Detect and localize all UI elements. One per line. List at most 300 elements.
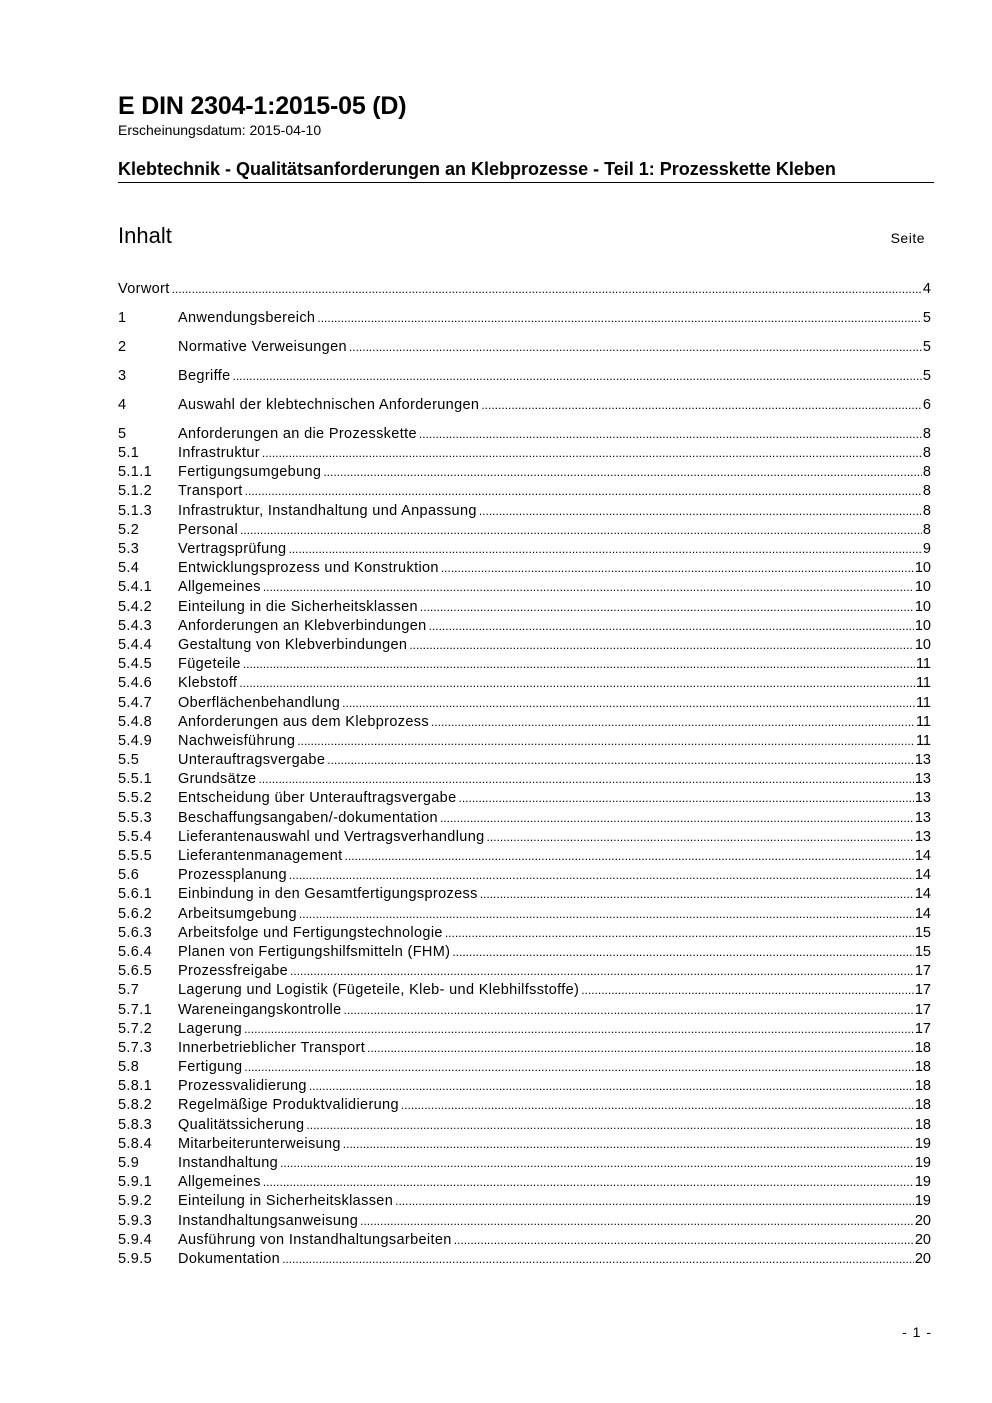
toc-entry-page: 13 xyxy=(914,809,931,826)
toc-entry[interactable] xyxy=(118,636,931,655)
toc-dot-leader xyxy=(342,694,915,713)
toc-entry-line xyxy=(178,463,931,482)
toc-entry-page: 18 xyxy=(914,1039,931,1056)
toc-entry-title: Klebstoff xyxy=(178,675,238,692)
toc-entry[interactable] xyxy=(118,617,931,636)
toc-entry-line xyxy=(178,482,931,501)
toc-entry-title: Planen von Fertigungshilfsmitteln (FHM) xyxy=(178,943,451,960)
toc-dot-leader xyxy=(480,885,914,904)
toc-entry[interactable] xyxy=(118,1212,931,1231)
toc-entry-number: 5.8.1 xyxy=(118,1078,152,1095)
toc-entry-line xyxy=(178,905,931,924)
toc-entry-line xyxy=(178,655,931,674)
toc-entry-line xyxy=(178,1020,931,1039)
toc-entry-line xyxy=(178,674,931,693)
toc-entry-line xyxy=(178,338,931,357)
toc-entry-title: Arbeitsumgebung xyxy=(178,905,297,922)
toc-dot-leader xyxy=(306,1116,913,1135)
toc-entry-title: Lagerung und Logistik (Fügeteile, Kleb- und Klebhilfsstoffe) xyxy=(178,982,580,999)
toc-entry-line xyxy=(178,1039,931,1058)
toc-entry-line xyxy=(178,1154,931,1173)
toc-entry-title: Lieferantenauswahl und Vertragsverhandlung xyxy=(178,828,485,845)
toc-entry-number: 5.6.1 xyxy=(118,886,152,903)
toc-entry-number: 5.8.2 xyxy=(118,1097,152,1114)
toc-entry-page: 17 xyxy=(914,963,931,980)
toc-entry[interactable] xyxy=(118,1116,931,1135)
toc-entry-number: 5.8.4 xyxy=(118,1135,152,1152)
toc-entry-number: 5.9.2 xyxy=(118,1193,152,1210)
toc-entry-number: 5.4 xyxy=(118,560,140,577)
toc-entry-page: 20 xyxy=(914,1212,931,1229)
toc-entry-page: 14 xyxy=(914,848,931,865)
toc-entry-title: Einbindung in den Gesamtfertigungsprozess xyxy=(178,886,478,903)
toc-entry[interactable] xyxy=(118,655,931,674)
toc-entry[interactable] xyxy=(118,540,931,559)
toc-entry-number: 5.7 xyxy=(118,982,140,999)
toc-entry-line xyxy=(178,943,931,962)
toc-entry-title: Anforderungen an Klebverbindungen xyxy=(178,617,427,634)
publication-date: Erscheinungsdatum: 2015-04-10 xyxy=(118,122,322,138)
document-id: E DIN 2304-1:2015-05 (D) xyxy=(118,92,407,120)
toc-entry-line xyxy=(178,847,931,866)
toc-entry-line xyxy=(178,540,931,559)
toc-entry-page: 10 xyxy=(914,598,931,615)
toc-entry-title: Anforderungen aus dem Klebprozess xyxy=(178,713,429,730)
toc-entry-title: Prozessfreigabe xyxy=(178,963,289,980)
toc-entry-title: Gestaltung von Klebverbindungen xyxy=(178,636,408,653)
toc-entry-title: Unterauftragsvergabe xyxy=(178,752,326,769)
toc-dot-leader xyxy=(360,1212,914,1231)
toc-dot-leader xyxy=(343,1135,914,1154)
toc-dot-leader xyxy=(409,636,914,655)
toc-entry-title: Fertigungsumgebung xyxy=(178,464,322,481)
toc-entry[interactable] xyxy=(118,280,931,299)
toc-entry-number: 5.1.3 xyxy=(118,502,152,519)
toc-entry-page: 18 xyxy=(914,1097,931,1114)
toc-entry-number: 5.8 xyxy=(118,1059,140,1076)
toc-entry[interactable] xyxy=(118,1250,931,1269)
toc-dot-leader xyxy=(288,540,921,559)
toc-entry[interactable] xyxy=(118,732,931,751)
toc-entry[interactable] xyxy=(118,713,931,732)
toc-entry-number: 2 xyxy=(118,338,127,355)
toc-entry[interactable] xyxy=(118,1173,931,1192)
toc-entry-page: 6 xyxy=(922,396,931,413)
toc-entry-title: Mitarbeiterunterweisung xyxy=(178,1135,341,1152)
toc-entry-number: 5.9.3 xyxy=(118,1212,152,1229)
toc-entry-line xyxy=(178,367,931,386)
toc-entry-number: 5.6.4 xyxy=(118,943,152,960)
toc-entry-page: 14 xyxy=(914,867,931,884)
toc-entry-number: 5.4.8 xyxy=(118,713,152,730)
toc-entry-page: 5 xyxy=(922,309,931,326)
toc-entry[interactable] xyxy=(118,866,931,885)
toc-entry[interactable] xyxy=(118,482,931,501)
toc-dot-leader xyxy=(323,463,922,482)
toc-entry-page: 19 xyxy=(914,1155,931,1172)
toc-dot-leader xyxy=(290,962,914,981)
toc-dot-leader xyxy=(367,1039,914,1058)
toc-entry[interactable] xyxy=(118,694,931,713)
toc-dot-leader xyxy=(317,309,922,328)
toc-entry-page: 10 xyxy=(914,617,931,634)
toc-entry-title: Transport xyxy=(178,483,243,500)
toc-entry-page: 13 xyxy=(914,790,931,807)
toc-entry-line xyxy=(178,1058,931,1077)
toc-entry-title: Qualitätssicherung xyxy=(178,1116,305,1133)
toc-entry-page: 14 xyxy=(914,905,931,922)
toc-entry-title: Normative Verweisungen xyxy=(178,338,347,355)
toc-entry[interactable] xyxy=(118,559,931,578)
toc-entry[interactable] xyxy=(118,1096,931,1115)
toc-entry[interactable] xyxy=(118,338,931,357)
toc-entry-title: Fertigung xyxy=(178,1059,243,1076)
toc-entry-page: 11 xyxy=(915,656,931,673)
toc-entry[interactable] xyxy=(118,425,931,444)
toc-entry[interactable] xyxy=(118,1135,931,1154)
toc-dot-leader xyxy=(429,617,914,636)
toc-entry[interactable] xyxy=(118,367,931,386)
toc-entry-page: 13 xyxy=(914,828,931,845)
toc-entry[interactable] xyxy=(118,1192,931,1211)
toc-entry-title: Lieferantenmanagement xyxy=(178,848,343,865)
toc-entry-page: 8 xyxy=(922,464,931,481)
toc-entry-line xyxy=(178,425,931,444)
toc-entry-number: 5 xyxy=(118,425,127,442)
toc-entry-page: 10 xyxy=(914,636,931,653)
toc-entry-page: 8 xyxy=(922,483,931,500)
toc-entry-number: 5.4.7 xyxy=(118,694,152,711)
toc-entry[interactable] xyxy=(118,905,931,924)
toc-entry-number: 5.6.5 xyxy=(118,963,152,980)
toc-dot-leader xyxy=(441,559,914,578)
toc-entry-page: 11 xyxy=(915,713,931,730)
toc-entry-page: 19 xyxy=(914,1174,931,1191)
toc-entry-page: 17 xyxy=(914,1020,931,1037)
toc-entry-page: 18 xyxy=(914,1078,931,1095)
toc-dot-leader xyxy=(245,482,922,501)
toc-dot-leader xyxy=(454,1231,914,1250)
toc-entry-page: 8 xyxy=(922,521,931,538)
toc-entry[interactable] xyxy=(118,809,931,828)
toc-entry-title: Vertragsprüfung xyxy=(178,541,287,558)
toc-entry-title: Vorwort xyxy=(118,281,170,297)
toc-entry-line xyxy=(178,1250,931,1269)
toc-entry[interactable] xyxy=(118,1020,931,1039)
toc-entry-number: 5.7.1 xyxy=(118,1001,152,1018)
toc-dot-leader xyxy=(263,1173,914,1192)
toc-entry-page: 10 xyxy=(914,560,931,577)
toc-entry-number: 5.4.6 xyxy=(118,675,152,692)
toc-entry-line xyxy=(178,809,931,828)
toc-entry-title: Anforderungen an die Prozesskette xyxy=(178,425,417,442)
toc-entry-line xyxy=(178,636,931,655)
toc-entry-title: Begriffe xyxy=(178,367,231,384)
toc-entry-number: 5.4.3 xyxy=(118,617,152,634)
toc-entry-title: Wareneingangskontrolle xyxy=(178,1001,342,1018)
toc-entry-line xyxy=(178,521,931,540)
toc-entry-title: Instandhaltung xyxy=(178,1155,279,1172)
toc-entry-title: Oberflächenbehandlung xyxy=(178,694,341,711)
toc-entry-title: Innerbetrieblicher Transport xyxy=(178,1039,366,1056)
toc-entry-page: 5 xyxy=(922,338,931,355)
toc-entry-line xyxy=(178,732,931,751)
toc-dot-leader xyxy=(459,789,914,808)
toc-entry-line xyxy=(178,1077,931,1096)
toc-entry-line xyxy=(178,309,931,328)
toc-entry-line xyxy=(178,789,931,808)
toc-dot-leader xyxy=(239,674,915,693)
page-number: - 1 - xyxy=(902,1324,932,1340)
toc-entry-line xyxy=(178,1173,931,1192)
toc-entry[interactable] xyxy=(118,770,931,789)
toc-entry-number: 5.9.4 xyxy=(118,1231,152,1248)
toc-entry[interactable] xyxy=(118,502,931,521)
toc-entry-page: 11 xyxy=(915,675,931,692)
toc-dot-leader xyxy=(309,1077,914,1096)
toc-entry-number: 5.6 xyxy=(118,867,140,884)
toc-entry-page: 18 xyxy=(914,1116,931,1133)
toc-entry[interactable] xyxy=(118,674,931,693)
toc-entry-line xyxy=(178,617,931,636)
toc-entry-title: Nachweisführung xyxy=(178,732,296,749)
toc-entry-page: 8 xyxy=(922,502,931,519)
toc-dot-leader xyxy=(327,751,914,770)
toc-entry-page: 11 xyxy=(915,732,931,749)
toc-entry-number: 4 xyxy=(118,396,127,413)
toc-entry-line xyxy=(178,1001,931,1020)
toc-entry-number: 5.9.1 xyxy=(118,1174,152,1191)
toc-entry-number: 5.6.2 xyxy=(118,905,152,922)
toc-entry-title: Einteilung in die Sicherheitsklassen xyxy=(178,598,418,615)
toc-entry-page: 17 xyxy=(914,1001,931,1018)
toc-dot-leader xyxy=(299,905,914,924)
toc-heading: Inhalt xyxy=(118,223,172,248)
table-of-contents xyxy=(118,280,931,1269)
toc-entry-page: 19 xyxy=(914,1193,931,1210)
document-title: Klebtechnik - Qualitätsanforderungen an Klebprozesse - Teil 1: Prozesskette Kleben xyxy=(118,159,836,179)
toc-dot-leader xyxy=(345,847,914,866)
toc-entry-title: Grundsätze xyxy=(178,771,257,788)
toc-entry-page: 4 xyxy=(922,281,931,297)
toc-dot-leader xyxy=(280,1154,914,1173)
toc-entry[interactable] xyxy=(118,578,931,597)
toc-entry-line xyxy=(118,280,931,299)
toc-entry-page: 20 xyxy=(914,1250,931,1267)
toc-entry[interactable] xyxy=(118,396,931,415)
toc-dot-leader xyxy=(244,1058,913,1077)
toc-dot-leader xyxy=(233,367,922,386)
toc-entry-line xyxy=(178,962,931,981)
toc-entry-page: 10 xyxy=(914,579,931,596)
toc-entry-number: 5.5.5 xyxy=(118,848,152,865)
toc-entry[interactable] xyxy=(118,828,931,847)
toc-dot-leader xyxy=(349,338,922,357)
toc-dot-leader xyxy=(401,1096,914,1115)
toc-entry-line xyxy=(178,598,931,617)
toc-entry-number: 5.5.1 xyxy=(118,771,152,788)
toc-entry-title: Entwicklungsprozess und Konstruktion xyxy=(178,560,439,577)
toc-entry-title: Prozessplanung xyxy=(178,867,287,884)
toc-entry-number: 5.4.5 xyxy=(118,656,152,673)
toc-dot-leader xyxy=(487,828,914,847)
toc-entry[interactable] xyxy=(118,309,931,328)
toc-entry-page: 8 xyxy=(922,445,931,462)
toc-entry[interactable] xyxy=(118,924,931,943)
toc-entry-page: 17 xyxy=(914,982,931,999)
toc-entry-number: 5.7.2 xyxy=(118,1020,152,1037)
toc-entry-page: 20 xyxy=(914,1231,931,1248)
toc-entry[interactable] xyxy=(118,1039,931,1058)
toc-entry-page: 15 xyxy=(914,943,931,960)
toc-entry-title: Auswahl der klebtechnischen Anforderungen xyxy=(178,396,480,413)
toc-entry-title: Regelmäßige Produktvalidierung xyxy=(178,1097,399,1114)
toc-entry[interactable] xyxy=(118,1001,931,1020)
toc-dot-leader xyxy=(289,866,914,885)
toc-entry-number: 3 xyxy=(118,367,127,384)
toc-entry-number: 5.8.3 xyxy=(118,1116,152,1133)
toc-entry-title: Personal xyxy=(178,521,239,538)
toc-entry-title: Allgemeines xyxy=(178,1174,261,1191)
toc-entry-number: 5.9.5 xyxy=(118,1250,152,1267)
toc-entry-page: 13 xyxy=(914,771,931,788)
toc-entry-number: 1 xyxy=(118,309,127,326)
toc-dot-leader xyxy=(282,1250,914,1269)
toc-dot-leader xyxy=(262,444,922,463)
toc-entry-number: 5.4.2 xyxy=(118,598,152,615)
toc-entry-line xyxy=(178,502,931,521)
toc-entry-title: Einteilung in Sicherheitsklassen xyxy=(178,1193,394,1210)
toc-entry-title: Fügeteile xyxy=(178,656,241,673)
toc-entry-title: Lagerung xyxy=(178,1020,243,1037)
toc-entry-number: 5.3 xyxy=(118,541,140,558)
toc-entry-line xyxy=(178,694,931,713)
toc-dot-leader xyxy=(344,1001,914,1020)
toc-entry-line xyxy=(178,396,931,415)
toc-entry-line xyxy=(178,578,931,597)
toc-dot-leader xyxy=(420,598,914,617)
toc-entry-line xyxy=(178,559,931,578)
toc-entry[interactable] xyxy=(118,598,931,617)
toc-dot-leader xyxy=(258,770,913,789)
toc-entry[interactable] xyxy=(118,1154,931,1173)
toc-entry[interactable] xyxy=(118,1231,931,1250)
toc-entry-title: Instandhaltungsanweisung xyxy=(178,1212,359,1229)
toc-entry-title: Infrastruktur, Instandhaltung und Anpassung xyxy=(178,502,477,519)
title-divider xyxy=(118,182,934,183)
toc-entry-line xyxy=(178,828,931,847)
toc-entry[interactable] xyxy=(118,885,931,904)
toc-entry[interactable] xyxy=(118,1077,931,1096)
toc-entry[interactable] xyxy=(118,521,931,540)
toc-entry-title: Infrastruktur xyxy=(178,445,260,462)
toc-entry[interactable] xyxy=(118,943,931,962)
toc-entry-line xyxy=(178,770,931,789)
toc-entry-page: 14 xyxy=(914,886,931,903)
toc-entry-page: 18 xyxy=(914,1059,931,1076)
toc-entry-page: 5 xyxy=(922,367,931,384)
toc-entry-page: 13 xyxy=(914,752,931,769)
toc-entry-line xyxy=(178,1135,931,1154)
toc-entry-page: 9 xyxy=(922,541,931,558)
toc-entry-title: Ausführung von Instandhaltungsarbeiten xyxy=(178,1231,452,1248)
toc-entry-number: 5.7.3 xyxy=(118,1039,152,1056)
toc-dot-leader xyxy=(172,280,922,299)
toc-entry[interactable] xyxy=(118,751,931,770)
toc-entry-page: 15 xyxy=(914,924,931,941)
toc-entry-line xyxy=(178,1231,931,1250)
toc-entry-number: 5.2 xyxy=(118,521,140,538)
toc-entry-number: 5.4.1 xyxy=(118,579,152,596)
toc-entry[interactable] xyxy=(118,962,931,981)
toc-entry-page: 11 xyxy=(915,694,931,711)
toc-entry[interactable] xyxy=(118,1058,931,1077)
toc-entry-title: Beschaffungsangaben/-dokumentation xyxy=(178,809,438,826)
toc-entry-line xyxy=(178,981,931,1000)
toc-entry-line xyxy=(178,866,931,885)
toc-dot-leader xyxy=(243,655,915,674)
toc-dot-leader xyxy=(240,521,922,540)
toc-entry-line xyxy=(178,1212,931,1231)
toc-entry-line xyxy=(178,1116,931,1135)
toc-dot-leader xyxy=(431,713,915,732)
toc-entry-title: Entscheidung über Unterauftragsvergabe xyxy=(178,790,457,807)
toc-entry-page: 19 xyxy=(914,1135,931,1152)
toc-entry-title: Anwendungsbereich xyxy=(178,309,316,326)
toc-dot-leader xyxy=(481,396,922,415)
toc-entry-line xyxy=(178,885,931,904)
toc-entry-number: 5.6.3 xyxy=(118,924,152,941)
toc-dot-leader xyxy=(440,809,914,828)
toc-entry-title: Allgemeines xyxy=(178,579,261,596)
toc-entry-line xyxy=(178,751,931,770)
toc-dot-leader xyxy=(297,732,915,751)
toc-entry-number: 5.5.4 xyxy=(118,828,152,845)
toc-entry-number: 5.4.4 xyxy=(118,636,152,653)
toc-entry-title: Dokumentation xyxy=(178,1250,281,1267)
toc-dot-leader xyxy=(395,1192,914,1211)
toc-entry[interactable] xyxy=(118,444,931,463)
toc-entry-line xyxy=(178,713,931,732)
toc-dot-leader xyxy=(452,943,914,962)
toc-entry-title: Prozessvalidierung xyxy=(178,1078,307,1095)
toc-entry-line xyxy=(178,1096,931,1115)
toc-dot-leader xyxy=(263,578,914,597)
toc-entry[interactable] xyxy=(118,981,931,1000)
toc-dot-leader xyxy=(479,502,922,521)
toc-dot-leader xyxy=(581,981,914,1000)
toc-entry-number: 5.9 xyxy=(118,1155,140,1172)
toc-entry-number: 5.5.3 xyxy=(118,809,152,826)
toc-entry-page: 8 xyxy=(922,425,931,442)
toc-entry-number: 5.1.2 xyxy=(118,483,152,500)
toc-dot-leader xyxy=(445,924,914,943)
toc-entry-line xyxy=(178,924,931,943)
toc-entry[interactable] xyxy=(118,463,931,482)
toc-dot-leader xyxy=(244,1020,914,1039)
toc-entry-title: Arbeitsfolge und Fertigungstechnologie xyxy=(178,924,443,941)
toc-page-column-label: Seite xyxy=(890,230,925,246)
toc-entry-line xyxy=(178,444,931,463)
toc-entry-number: 5.1.1 xyxy=(118,464,152,481)
toc-dot-leader xyxy=(419,425,922,444)
toc-entry-line xyxy=(178,1192,931,1211)
toc-entry[interactable] xyxy=(118,789,931,808)
toc-entry-number: 5.5 xyxy=(118,752,140,769)
toc-entry-number: 5.1 xyxy=(118,445,140,462)
toc-entry-number: 5.5.2 xyxy=(118,790,152,807)
toc-entry[interactable] xyxy=(118,847,931,866)
